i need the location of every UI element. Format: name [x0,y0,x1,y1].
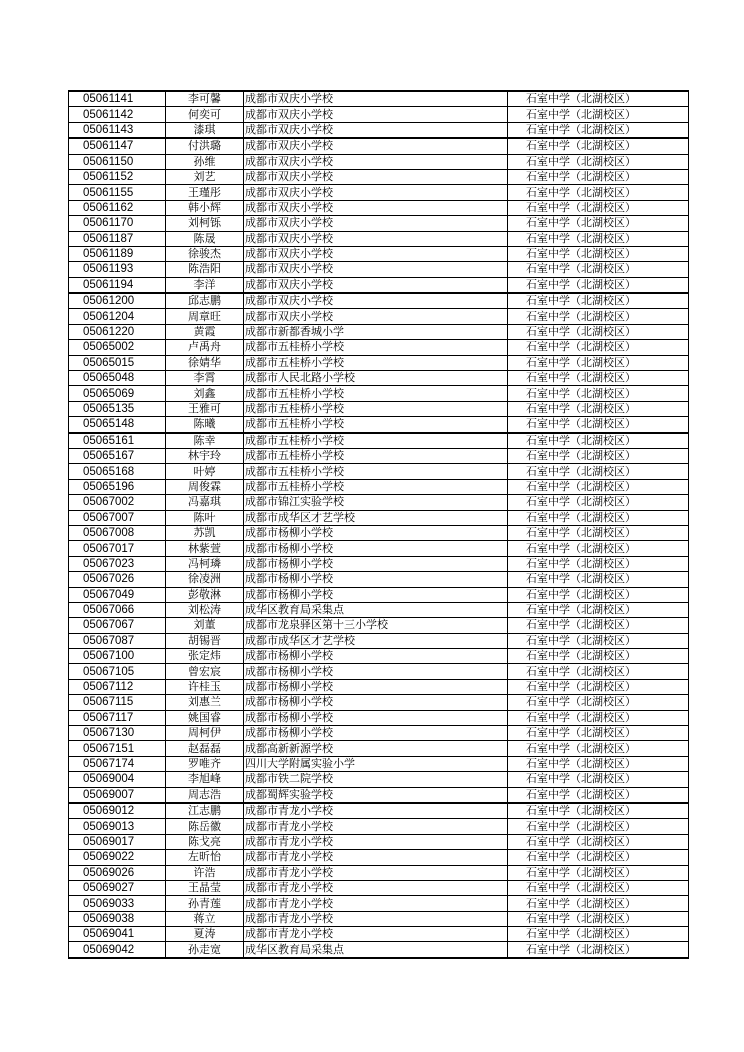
student-name-cell: 何奕可 [166,107,244,122]
student-id-cell: 05065167 [69,448,166,463]
primary-school-cell: 成都市双庆小学校 [244,91,508,107]
table-row [69,479,689,494]
student-name-cell: 徐婧华 [166,355,244,370]
student-name-cell: 王晶莹 [166,880,244,895]
student-name-cell: 刘艺 [166,169,244,184]
assigned-school-cell: 石室中学（北湖校区） [508,572,689,587]
assigned-school-cell: 石室中学（北湖校区） [508,510,689,525]
student-name-cell: 蒋立 [166,911,244,926]
table-row [69,572,689,587]
table-row [69,340,689,355]
student-name-cell: 刘柯铄 [166,216,244,231]
table-row [69,865,689,880]
student-id-cell: 05069041 [69,927,166,942]
primary-school-cell: 成都市双庆小学校 [244,216,508,231]
student-name-cell: 姚国睿 [166,710,244,725]
assigned-school-cell: 石室中学（北湖校区） [508,464,689,479]
assigned-school-cell: 石室中学（北湖校区） [508,309,689,324]
student-name-cell: 陈岳徽 [166,819,244,834]
student-name-cell: 冯柯璘 [166,556,244,571]
primary-school-cell: 成都市青龙小学校 [244,880,508,895]
table-row [69,169,689,184]
student-id-cell: 05067115 [69,695,166,710]
table-row [69,262,689,277]
primary-school-cell: 成都市杨柳小学校 [244,541,508,556]
assigned-school-cell: 石室中学（北湖校区） [508,417,689,433]
table-row [69,231,689,246]
student-id-cell: 05061220 [69,324,166,339]
student-name-cell: 孙维 [166,154,244,169]
student-id-cell: 05067087 [69,633,166,648]
primary-school-cell: 成都市五桂桥小学校 [244,464,508,479]
table-row [69,679,689,694]
assigned-school-cell: 石室中学（北湖校区） [508,231,689,246]
assigned-school-cell: 石室中学（北湖校区） [508,942,689,958]
primary-school-cell: 成都市青龙小学校 [244,803,508,819]
primary-school-cell: 成都市杨柳小学校 [244,572,508,587]
table-row [69,587,689,602]
student-assignment-table [68,90,689,959]
student-name-cell: 叶婷 [166,464,244,479]
primary-school-cell: 成都市双庆小学校 [244,277,508,293]
table-row [69,927,689,942]
primary-school-cell: 成都市青龙小学校 [244,927,508,942]
primary-school-cell: 成都市杨柳小学校 [244,649,508,664]
student-name-cell: 刘鑫 [166,386,244,401]
table-row [69,371,689,386]
primary-school-cell: 成都市双庆小学校 [244,246,508,261]
primary-school-cell: 成都市五桂桥小学校 [244,355,508,370]
student-id-cell: 05067151 [69,741,166,756]
assigned-school-cell: 石室中学（北湖校区） [508,556,689,571]
table-row [69,618,689,633]
primary-school-cell: 成都市双庆小学校 [244,262,508,277]
assigned-school-cell: 石室中学（北湖校区） [508,850,689,865]
table-body [69,91,689,958]
primary-school-cell: 成都市五桂桥小学校 [244,433,508,449]
student-name-cell: 陈晟 [166,231,244,246]
student-name-cell: 徐骏杰 [166,246,244,261]
student-name-cell: 陈叶 [166,510,244,525]
table-row [69,154,689,169]
student-name-cell: 周志浩 [166,787,244,803]
student-name-cell: 王雅可 [166,401,244,416]
student-name-cell: 陈曦 [166,417,244,433]
student-id-cell: 05067066 [69,602,166,617]
assigned-school-cell: 石室中学（北湖校区） [508,324,689,339]
student-id-cell: 05067067 [69,618,166,633]
table-row [69,495,689,510]
assigned-school-cell: 石室中学（北湖校区） [508,277,689,293]
primary-school-cell: 成都市成华区才艺学校 [244,510,508,525]
table-row [69,787,689,803]
primary-school-cell: 成都市青龙小学校 [244,896,508,911]
student-id-cell: 05069012 [69,803,166,819]
table-row [69,309,689,324]
primary-school-cell: 成都市双庆小学校 [244,122,508,138]
student-id-cell: 05061142 [69,107,166,122]
student-id-cell: 05061147 [69,138,166,154]
student-id-cell: 05065148 [69,417,166,433]
primary-school-cell: 成都市双庆小学校 [244,231,508,246]
student-name-cell: 罗唯齐 [166,756,244,771]
student-name-cell: 王瑾彤 [166,185,244,200]
assigned-school-cell: 石室中学（北湖校区） [508,679,689,694]
primary-school-cell: 成都市新都香城小学 [244,324,508,339]
student-name-cell: 林宇玲 [166,448,244,463]
table-row [69,834,689,849]
assigned-school-cell: 石室中学（北湖校区） [508,633,689,648]
table-row [69,185,689,200]
table-row [69,138,689,154]
student-id-cell: 05065196 [69,479,166,494]
student-name-cell: 江志鹏 [166,803,244,819]
primary-school-cell: 成都市杨柳小学校 [244,695,508,710]
assigned-school-cell: 石室中学（北湖校区） [508,741,689,756]
primary-school-cell: 成都市青龙小学校 [244,911,508,926]
student-id-cell: 05067117 [69,710,166,725]
student-id-cell: 05061150 [69,154,166,169]
primary-school-cell: 成都市五桂桥小学校 [244,386,508,401]
student-id-cell: 05067008 [69,525,166,540]
student-name-cell: 漆琪 [166,122,244,138]
student-name-cell: 周章旺 [166,309,244,324]
primary-school-cell: 四川大学附属实验小学 [244,756,508,771]
student-name-cell: 邱志鹏 [166,293,244,309]
assigned-school-cell: 石室中学（北湖校区） [508,618,689,633]
assigned-school-cell: 石室中学（北湖校区） [508,787,689,803]
primary-school-cell: 成都市双庆小学校 [244,200,508,215]
assigned-school-cell: 石室中学（北湖校区） [508,525,689,540]
table-row [69,602,689,617]
student-id-cell: 05061141 [69,91,166,107]
table-row [69,216,689,231]
primary-school-cell: 成都市杨柳小学校 [244,525,508,540]
assigned-school-cell: 石室中学（北湖校区） [508,695,689,710]
table-row [69,386,689,401]
assigned-school-cell: 石室中学（北湖校区） [508,911,689,926]
primary-school-cell: 成都市铁二院学校 [244,772,508,787]
table-row [69,277,689,293]
student-name-cell: 夏涛 [166,927,244,942]
assigned-school-cell: 石室中学（北湖校区） [508,664,689,679]
student-name-cell: 许桂玉 [166,679,244,694]
student-name-cell: 赵磊磊 [166,741,244,756]
table-row [69,417,689,433]
assigned-school-cell: 石室中学（北湖校区） [508,756,689,771]
student-id-cell: 05061152 [69,169,166,184]
student-id-cell: 05069027 [69,880,166,895]
primary-school-cell: 成华区教育局采集点 [244,602,508,617]
student-id-cell: 05061143 [69,122,166,138]
assigned-school-cell: 石室中学（北湖校区） [508,834,689,849]
student-name-cell: 李可馨 [166,91,244,107]
primary-school-cell: 成都市五桂桥小学校 [244,417,508,433]
student-id-cell: 05067112 [69,679,166,694]
student-id-cell: 05065069 [69,386,166,401]
table-row [69,726,689,741]
table-row [69,200,689,215]
primary-school-cell: 成华区教育局采集点 [244,942,508,958]
assigned-school-cell: 石室中学（北湖校区） [508,401,689,416]
student-id-cell: 05067017 [69,541,166,556]
student-name-cell: 陈浩阳 [166,262,244,277]
student-id-cell: 05061194 [69,277,166,293]
assigned-school-cell: 石室中学（北湖校区） [508,154,689,169]
assigned-school-cell: 石室中学（北湖校区） [508,479,689,494]
assigned-school-cell: 石室中学（北湖校区） [508,293,689,309]
assigned-school-cell: 石室中学（北湖校区） [508,649,689,664]
table-row [69,293,689,309]
assigned-school-cell: 石室中学（北湖校区） [508,819,689,834]
primary-school-cell: 成都市五桂桥小学校 [244,479,508,494]
student-name-cell: 周俊霖 [166,479,244,494]
student-name-cell: 孙走宽 [166,942,244,958]
student-name-cell: 陈幸 [166,433,244,449]
assigned-school-cell: 石室中学（北湖校区） [508,340,689,355]
assigned-school-cell: 石室中学（北湖校区） [508,726,689,741]
student-name-cell: 李旭峰 [166,772,244,787]
table-row [69,122,689,138]
primary-school-cell: 成都市双庆小学校 [244,293,508,309]
student-name-cell: 林紫萱 [166,541,244,556]
table-row [69,819,689,834]
table-row [69,464,689,479]
table-row [69,556,689,571]
table-row [69,401,689,416]
student-name-cell: 苏凯 [166,525,244,540]
assigned-school-cell: 石室中学（北湖校区） [508,262,689,277]
table-row [69,541,689,556]
primary-school-cell: 成都市青龙小学校 [244,865,508,880]
student-id-cell: 05067049 [69,587,166,602]
student-name-cell: 徐凌洲 [166,572,244,587]
primary-school-cell: 成都蜀辉实验学校 [244,787,508,803]
table-row [69,324,689,339]
student-id-cell: 05067007 [69,510,166,525]
assigned-school-cell: 石室中学（北湖校区） [508,138,689,154]
primary-school-cell: 成都市杨柳小学校 [244,726,508,741]
assigned-school-cell: 石室中学（北湖校区） [508,587,689,602]
primary-school-cell: 成都市双庆小学校 [244,154,508,169]
primary-school-cell: 成都市双庆小学校 [244,309,508,324]
table-row [69,942,689,958]
primary-school-cell: 成都市双庆小学校 [244,107,508,122]
primary-school-cell: 成都市杨柳小学校 [244,710,508,725]
primary-school-cell: 成都市青龙小学校 [244,834,508,849]
student-name-cell: 冯嘉琪 [166,495,244,510]
assigned-school-cell: 石室中学（北湖校区） [508,122,689,138]
student-id-cell: 05061189 [69,246,166,261]
table-row [69,803,689,819]
assigned-school-cell: 石室中学（北湖校区） [508,448,689,463]
student-id-cell: 05065161 [69,433,166,449]
student-name-cell: 刘董 [166,618,244,633]
table-row [69,448,689,463]
primary-school-cell: 成都市五桂桥小学校 [244,448,508,463]
table-row [69,880,689,895]
student-id-cell: 05069007 [69,787,166,803]
assigned-school-cell: 石室中学（北湖校区） [508,602,689,617]
assigned-school-cell: 石室中学（北湖校区） [508,433,689,449]
student-name-cell: 周柯伊 [166,726,244,741]
student-name-cell: 韩小辉 [166,200,244,215]
student-name-cell: 胡锡晋 [166,633,244,648]
primary-school-cell: 成都市杨柳小学校 [244,556,508,571]
student-id-cell: 05065002 [69,340,166,355]
primary-school-cell: 成都市锦江实验学校 [244,495,508,510]
assigned-school-cell: 石室中学（北湖校区） [508,880,689,895]
student-name-cell: 曾宏宸 [166,664,244,679]
student-id-cell: 05065135 [69,401,166,416]
student-id-cell: 05069033 [69,896,166,911]
assigned-school-cell: 石室中学（北湖校区） [508,185,689,200]
student-id-cell: 05067174 [69,756,166,771]
student-id-cell: 05069042 [69,942,166,958]
student-id-cell: 05069038 [69,911,166,926]
student-id-cell: 05061204 [69,309,166,324]
assigned-school-cell: 石室中学（北湖校区） [508,710,689,725]
assigned-school-cell: 石室中学（北湖校区） [508,91,689,107]
table-row [69,91,689,107]
student-id-cell: 05069017 [69,834,166,849]
table-row [69,107,689,122]
student-id-cell: 05065048 [69,371,166,386]
assigned-school-cell: 石室中学（北湖校区） [508,216,689,231]
student-name-cell: 彭敬淋 [166,587,244,602]
table-row [69,433,689,449]
assigned-school-cell: 石室中学（北湖校区） [508,896,689,911]
primary-school-cell: 成都市杨柳小学校 [244,664,508,679]
student-name-cell: 张定炜 [166,649,244,664]
student-id-cell: 05061162 [69,200,166,215]
student-id-cell: 05069026 [69,865,166,880]
student-id-cell: 05067130 [69,726,166,741]
student-name-cell: 孙青莲 [166,896,244,911]
student-id-cell: 05061193 [69,262,166,277]
student-id-cell: 05069013 [69,819,166,834]
student-name-cell: 陈戈亮 [166,834,244,849]
primary-school-cell: 成都市人民北路小学校 [244,371,508,386]
assigned-school-cell: 石室中学（北湖校区） [508,107,689,122]
student-name-cell: 左昕怡 [166,850,244,865]
student-id-cell: 05067002 [69,495,166,510]
student-id-cell: 05069004 [69,772,166,787]
table-row [69,525,689,540]
primary-school-cell: 成都市五桂桥小学校 [244,340,508,355]
primary-school-cell: 成都市成华区才艺学校 [244,633,508,648]
primary-school-cell: 成都市青龙小学校 [244,819,508,834]
table-row [69,633,689,648]
student-name-cell: 刘惠兰 [166,695,244,710]
primary-school-cell: 成都市龙泉驿区第十三小学校 [244,618,508,633]
student-name-cell: 许浩 [166,865,244,880]
primary-school-cell: 成都市双庆小学校 [244,169,508,184]
primary-school-cell: 成都市青龙小学校 [244,850,508,865]
student-id-cell: 05067023 [69,556,166,571]
primary-school-cell: 成都市杨柳小学校 [244,679,508,694]
assigned-school-cell: 石室中学（北湖校区） [508,246,689,261]
assigned-school-cell: 石室中学（北湖校区） [508,495,689,510]
table-row [69,756,689,771]
student-id-cell: 05061170 [69,216,166,231]
primary-school-cell: 成都市五桂桥小学校 [244,401,508,416]
table-row [69,850,689,865]
student-name-cell: 刘松涛 [166,602,244,617]
table-row [69,772,689,787]
assigned-school-cell: 石室中学（北湖校区） [508,355,689,370]
table-row [69,896,689,911]
assigned-school-cell: 石室中学（北湖校区） [508,371,689,386]
student-id-cell: 05061187 [69,231,166,246]
assigned-school-cell: 石室中学（北湖校区） [508,541,689,556]
assigned-school-cell: 石室中学（北湖校区） [508,386,689,401]
table-row [69,510,689,525]
table-row [69,741,689,756]
table-row [69,649,689,664]
assigned-school-cell: 石室中学（北湖校区） [508,169,689,184]
assigned-school-cell: 石室中学（北湖校区） [508,200,689,215]
student-name-cell: 黄霞 [166,324,244,339]
student-id-cell: 05067026 [69,572,166,587]
student-name-cell: 李洋 [166,277,244,293]
student-id-cell: 05061155 [69,185,166,200]
student-id-cell: 05069022 [69,850,166,865]
student-id-cell: 05061200 [69,293,166,309]
student-name-cell: 李霄 [166,371,244,386]
table-row [69,911,689,926]
student-id-cell: 05065015 [69,355,166,370]
student-id-cell: 05067100 [69,649,166,664]
primary-school-cell: 成都高新新源学校 [244,741,508,756]
student-id-cell: 05065168 [69,464,166,479]
table-row [69,246,689,261]
primary-school-cell: 成都市杨柳小学校 [244,587,508,602]
primary-school-cell: 成都市双庆小学校 [244,138,508,154]
table-row [69,710,689,725]
assigned-school-cell: 石室中学（北湖校区） [508,772,689,787]
table-row [69,695,689,710]
student-id-cell: 05067105 [69,664,166,679]
assigned-school-cell: 石室中学（北湖校区） [508,865,689,880]
primary-school-cell: 成都市双庆小学校 [244,185,508,200]
student-name-cell: 付洪璐 [166,138,244,154]
assigned-school-cell: 石室中学（北湖校区） [508,803,689,819]
assigned-school-cell: 石室中学（北湖校区） [508,927,689,942]
table-row [69,664,689,679]
table-row [69,355,689,370]
student-name-cell: 卢禹舟 [166,340,244,355]
